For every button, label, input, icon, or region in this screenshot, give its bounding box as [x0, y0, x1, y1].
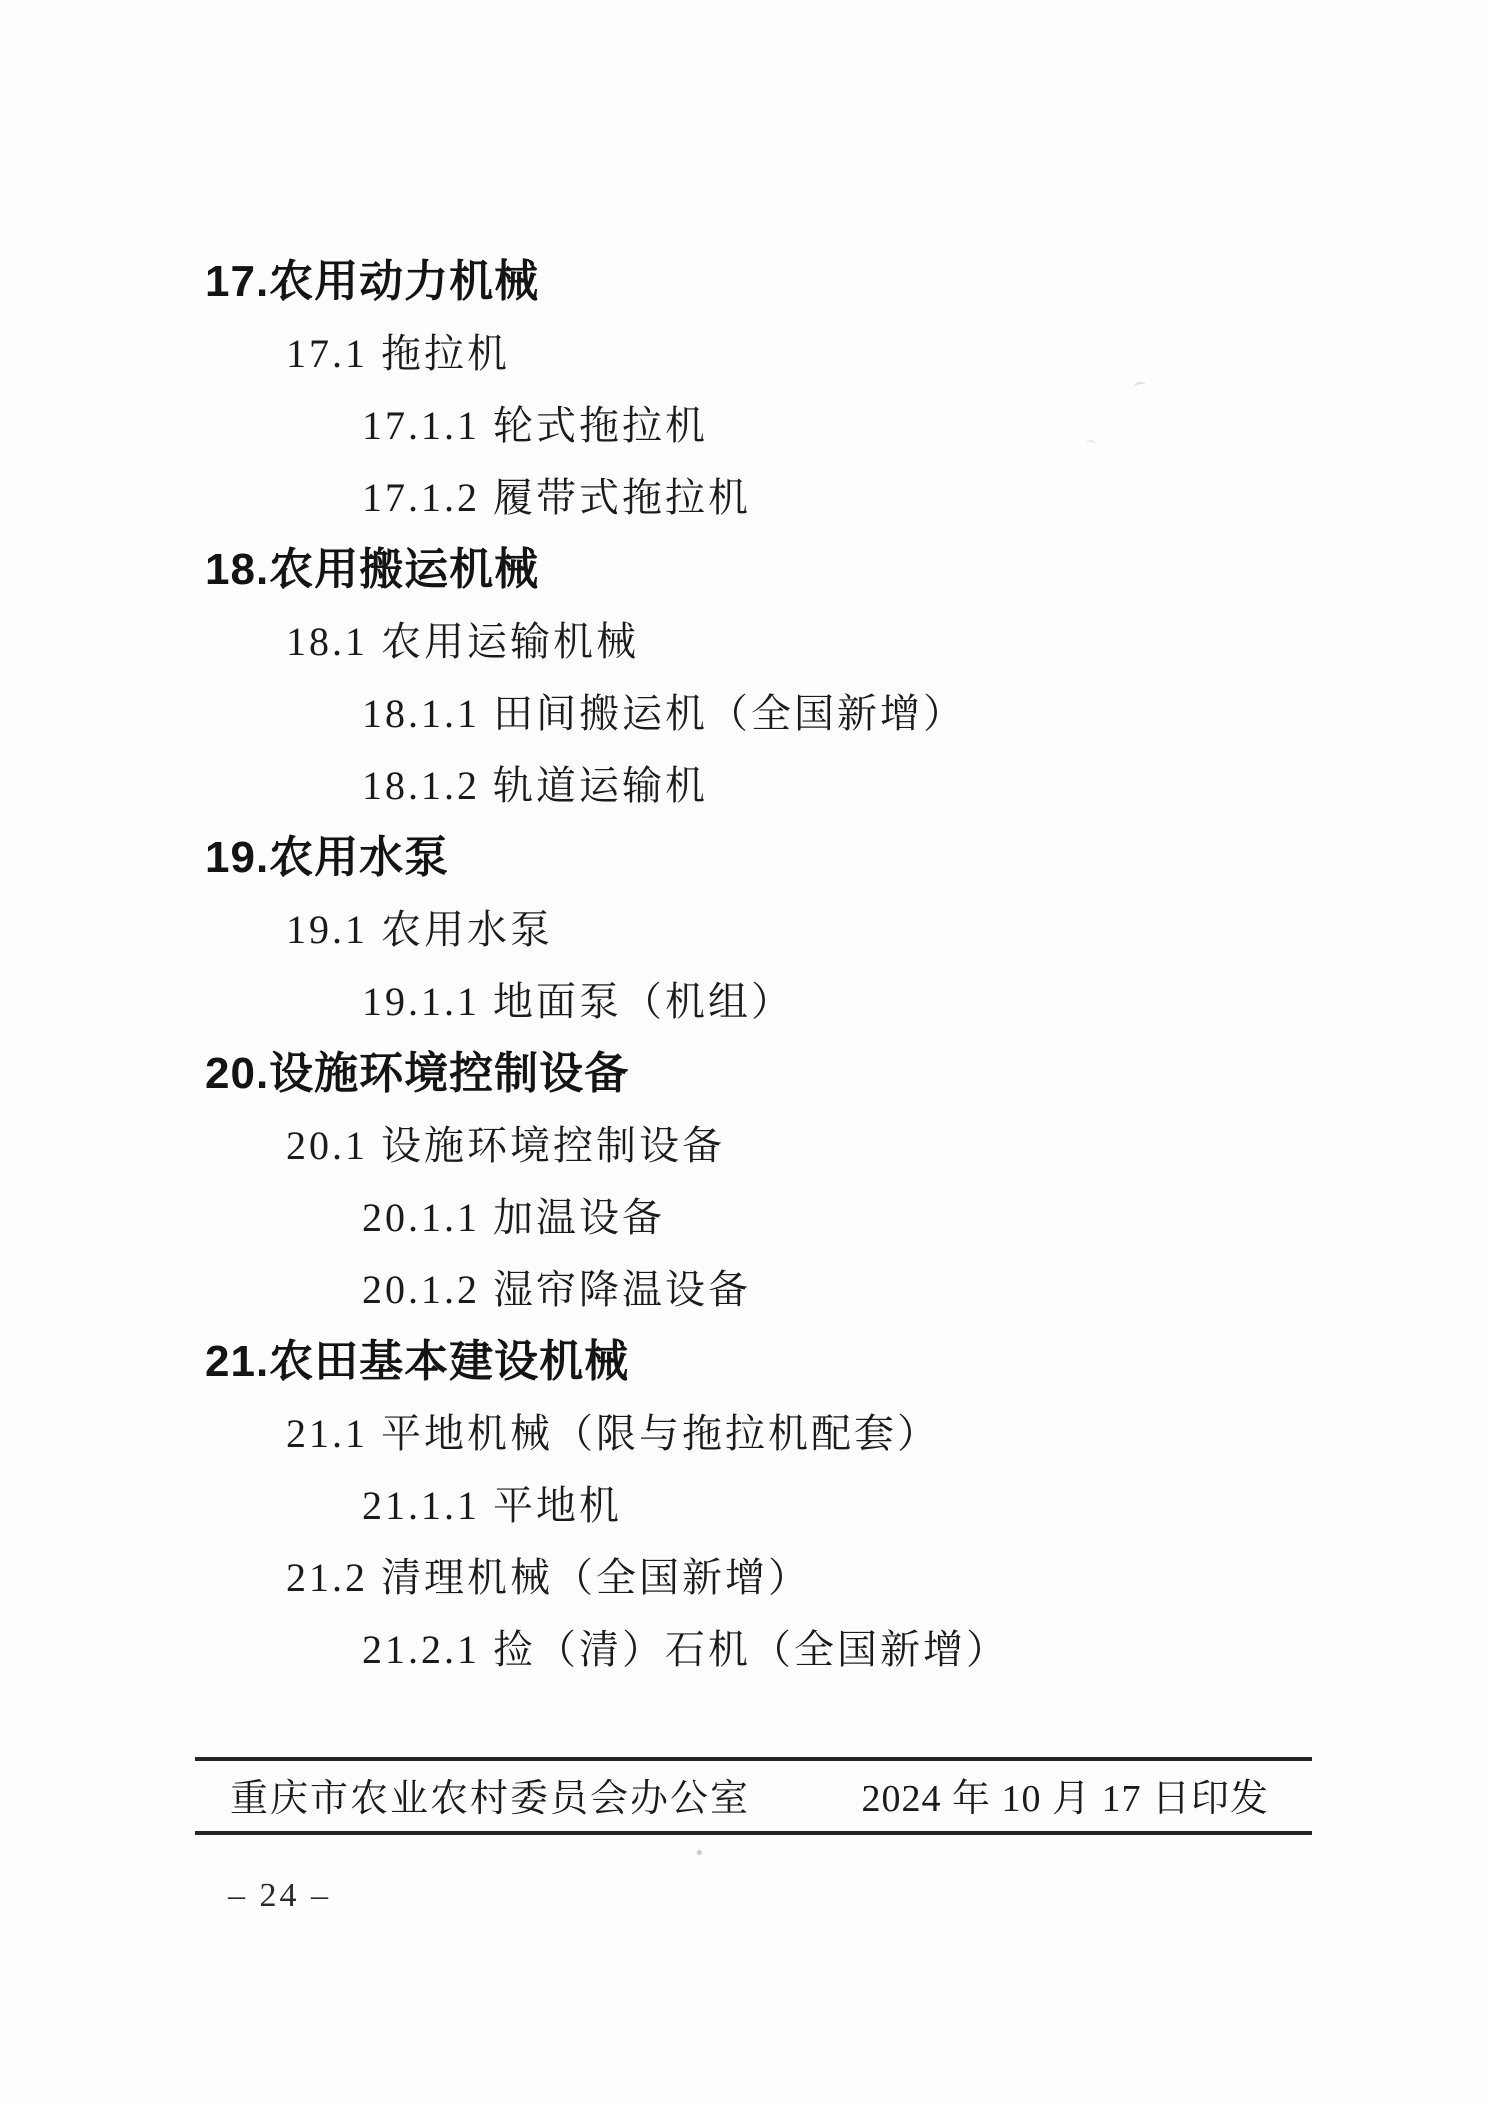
toc-line: 19.农用水泵	[205, 833, 450, 882]
toc-line: 18.农用搬运机械	[205, 545, 540, 594]
toc-line: 21.1.1 平地机	[362, 1483, 622, 1528]
page-number: – 24 –	[228, 1877, 331, 1914]
toc-line: 17.1.1 轮式拖拉机	[362, 403, 708, 448]
footer-rule-top	[195, 1757, 1312, 1761]
toc-line: 18.1.1 田间搬运机（全国新增）	[362, 691, 966, 736]
toc-line: 19.1.1 地面泵（机组）	[362, 979, 794, 1024]
footer-rule-bottom	[195, 1831, 1312, 1835]
toc-list	[0, 246, 1487, 1686]
toc-line: 20.设施环境控制设备	[205, 1049, 630, 1098]
toc-line: 21.2 清理机械（全国新增）	[286, 1555, 811, 1600]
toc-line: 17.农用动力机械	[205, 257, 540, 306]
scan-artifact	[697, 1850, 702, 1855]
toc-line: 18.1 农用运输机械	[286, 619, 639, 664]
footer-issuer: 重庆市农业农村委员会办公室	[230, 1778, 751, 1820]
toc-line: 21.1 平地机械（限与拖拉机配套）	[286, 1411, 940, 1456]
toc-line: 19.1 农用水泵	[286, 907, 553, 952]
toc-line: 17.1 拖拉机	[286, 331, 510, 376]
toc-line: 21.2.1 捡（清）石机（全国新增）	[362, 1627, 1009, 1672]
toc-line: 21.农田基本建设机械	[205, 1337, 630, 1386]
toc-line: 20.1.2 湿帘降温设备	[362, 1267, 751, 1312]
toc-line: 18.1.2 轨道运输机	[362, 763, 708, 808]
footer-print-date: 2024 年 10 月 17 日印发	[861, 1778, 1269, 1820]
toc-line: 20.1 设施环境控制设备	[286, 1123, 725, 1168]
toc-line: 20.1.1 加温设备	[362, 1195, 665, 1240]
toc-line: 17.1.2 履带式拖拉机	[362, 475, 751, 520]
